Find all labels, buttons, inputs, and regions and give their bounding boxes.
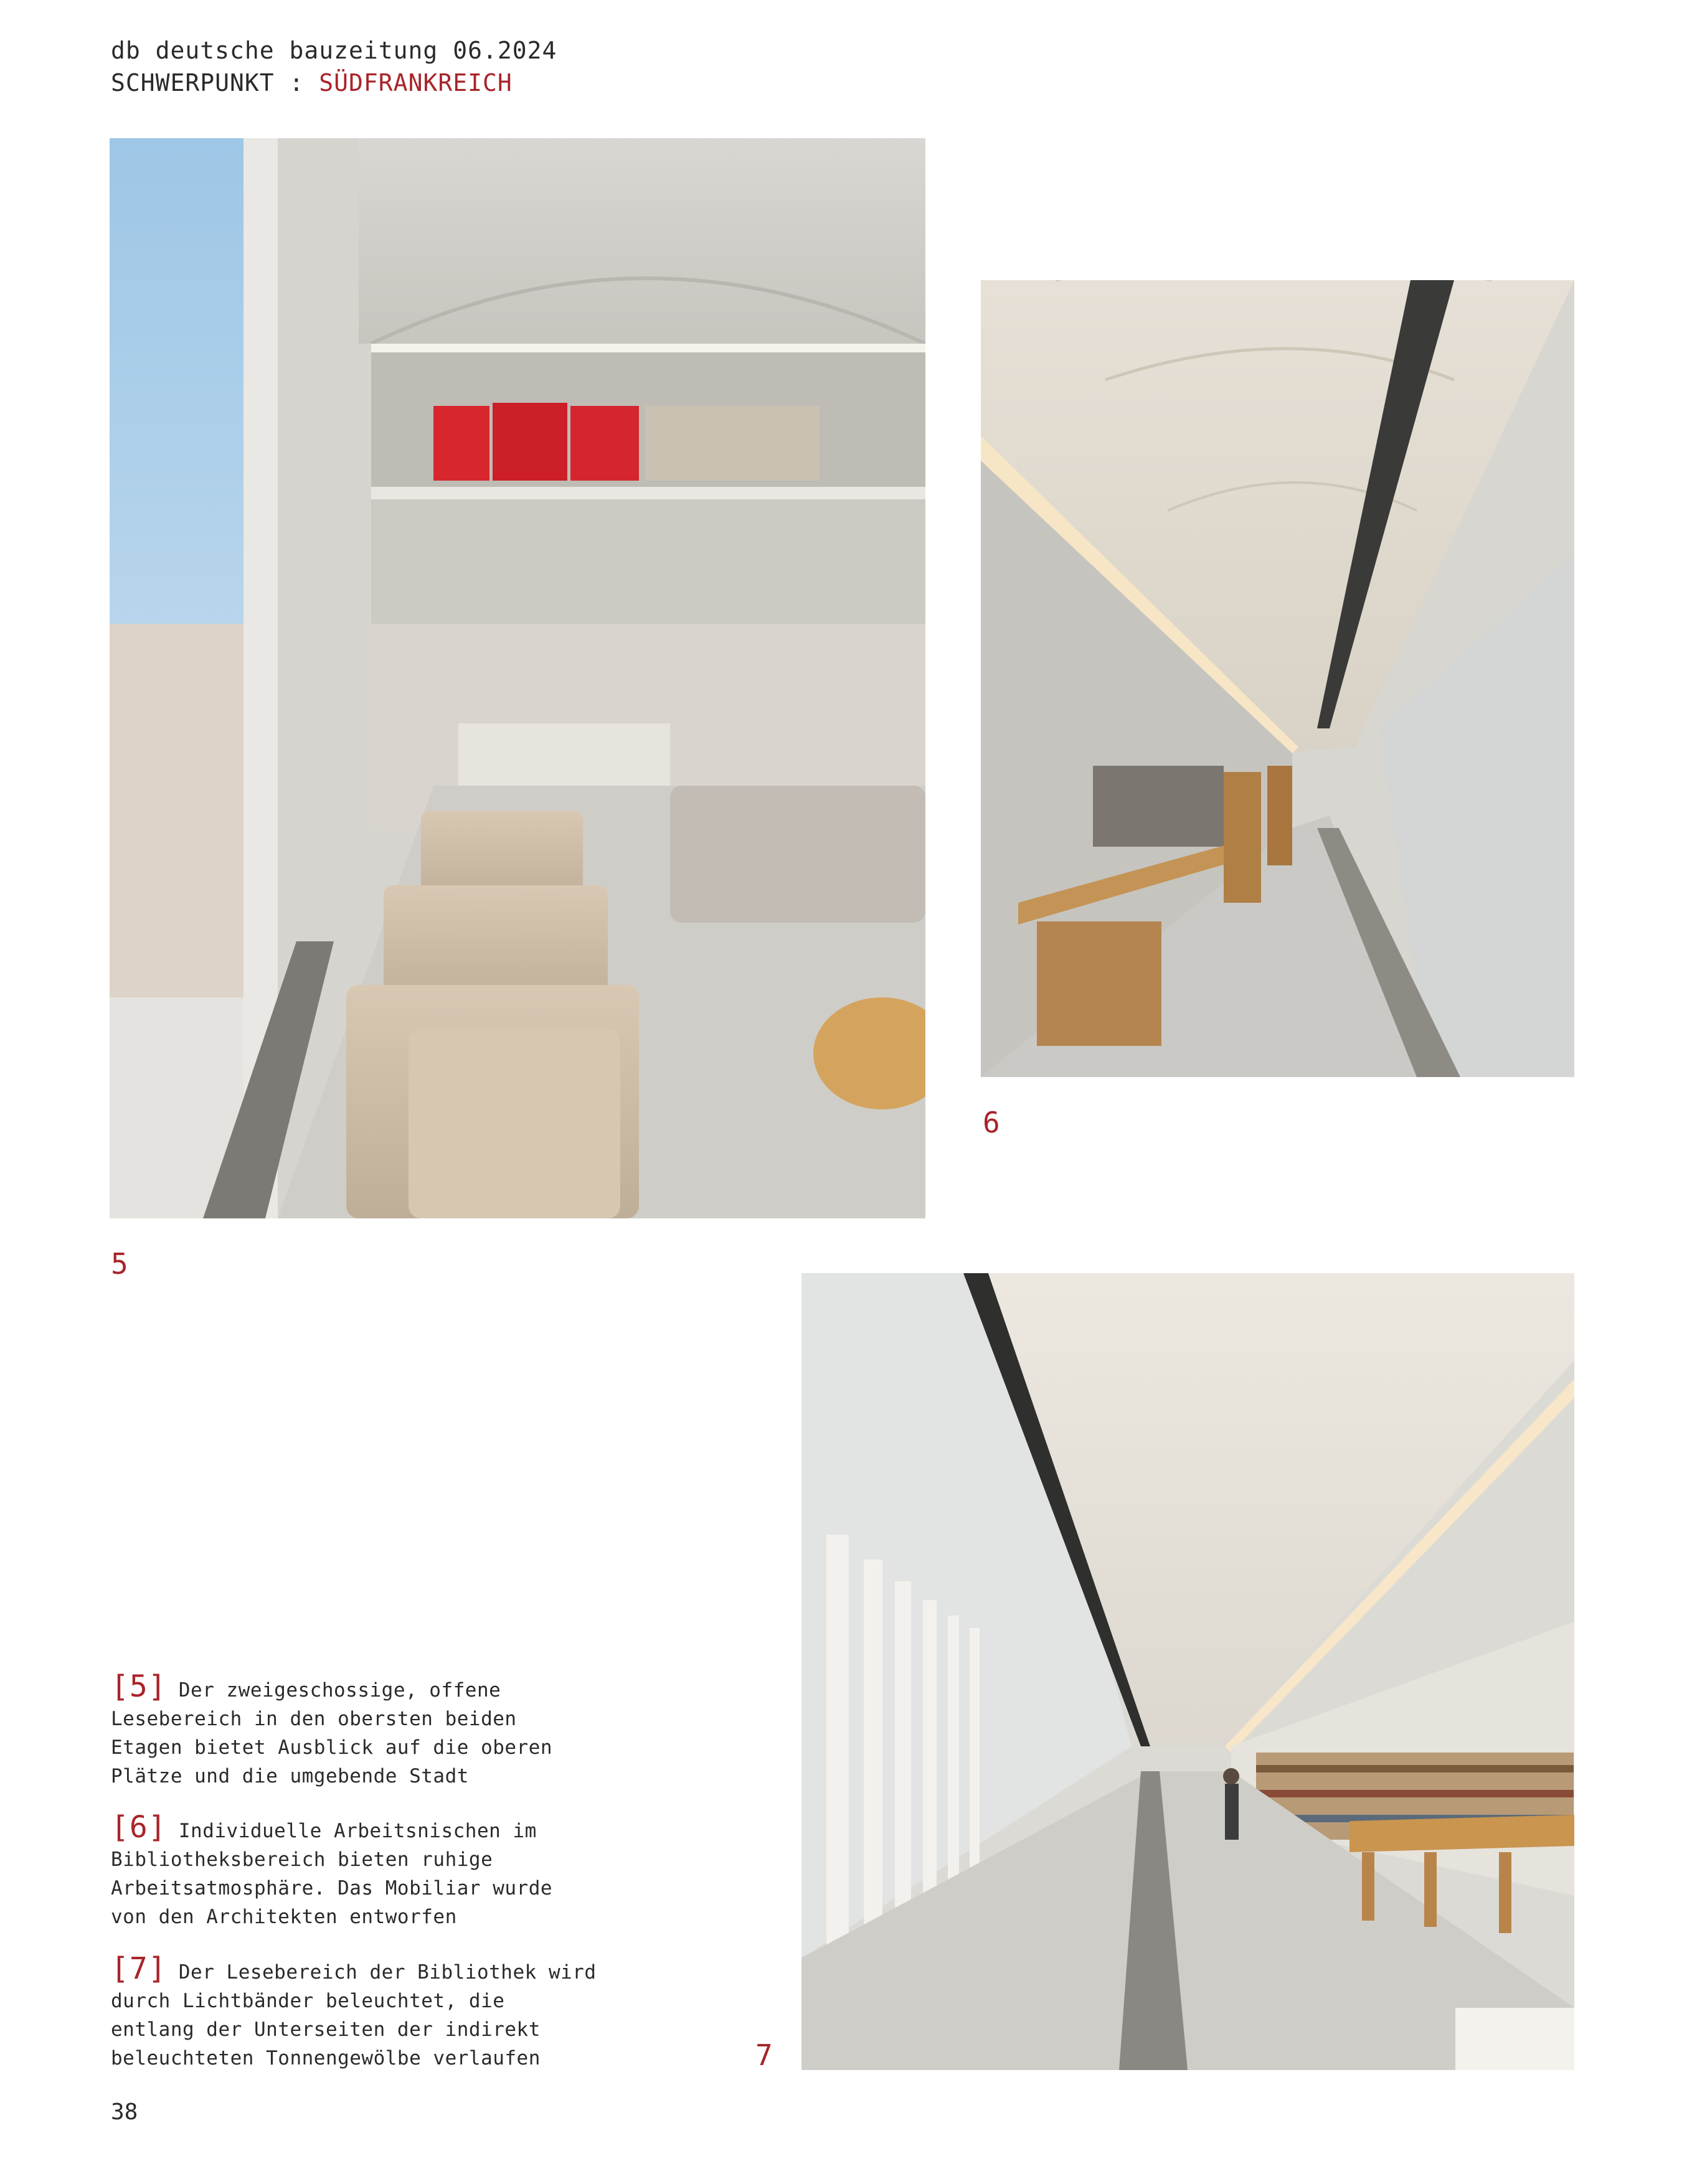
page-number: 38 <box>111 2099 138 2125</box>
section-heading <box>111 67 513 98</box>
figure-number-6: 6 <box>983 1106 1000 1139</box>
photo-work-niches <box>981 280 1574 1077</box>
caption-5 <box>111 1669 597 1791</box>
figure-number-7: 7 <box>755 2038 773 2072</box>
section-topic: SÜDFRANKREICH <box>319 69 513 96</box>
caption-text-5: Der zweigeschossige, offene Lesebereich in den obersten beiden Etagen bietet Ausblick auf die oberen Plätze und die umgebende Stadt <box>111 1679 553 1787</box>
photo-library-reading-area <box>801 1273 1574 2070</box>
photo-reading-area <box>110 138 925 1218</box>
figure-number-5: 5 <box>111 1247 128 1281</box>
caption-ref-6: [6] <box>111 1810 167 1845</box>
section-prefix: SCHWERPUNKT : <box>111 69 319 96</box>
caption-text-7: Der Lesebereich der Bibliothek wird durch Lichtbänder beleuchtet, die entlang der Unterseiten der indirekt beleuchteten Tonnengewölbe verlaufen <box>111 1961 597 2069</box>
caption-ref-7: [7] <box>111 1951 167 1986</box>
publication-title: db deutsche bauzeitung 06.2024 <box>111 37 557 64</box>
caption-7 <box>111 1951 597 2073</box>
caption-ref-5: [5] <box>111 1669 167 1704</box>
caption-text-6: Individuelle Arbeitsnischen im Bibliotheksbereich bieten ruhige Arbeitsatmosphäre. Das Mobiliar wurde von den Architekten entworfen <box>111 1820 553 1928</box>
caption-6 <box>111 1810 597 1931</box>
